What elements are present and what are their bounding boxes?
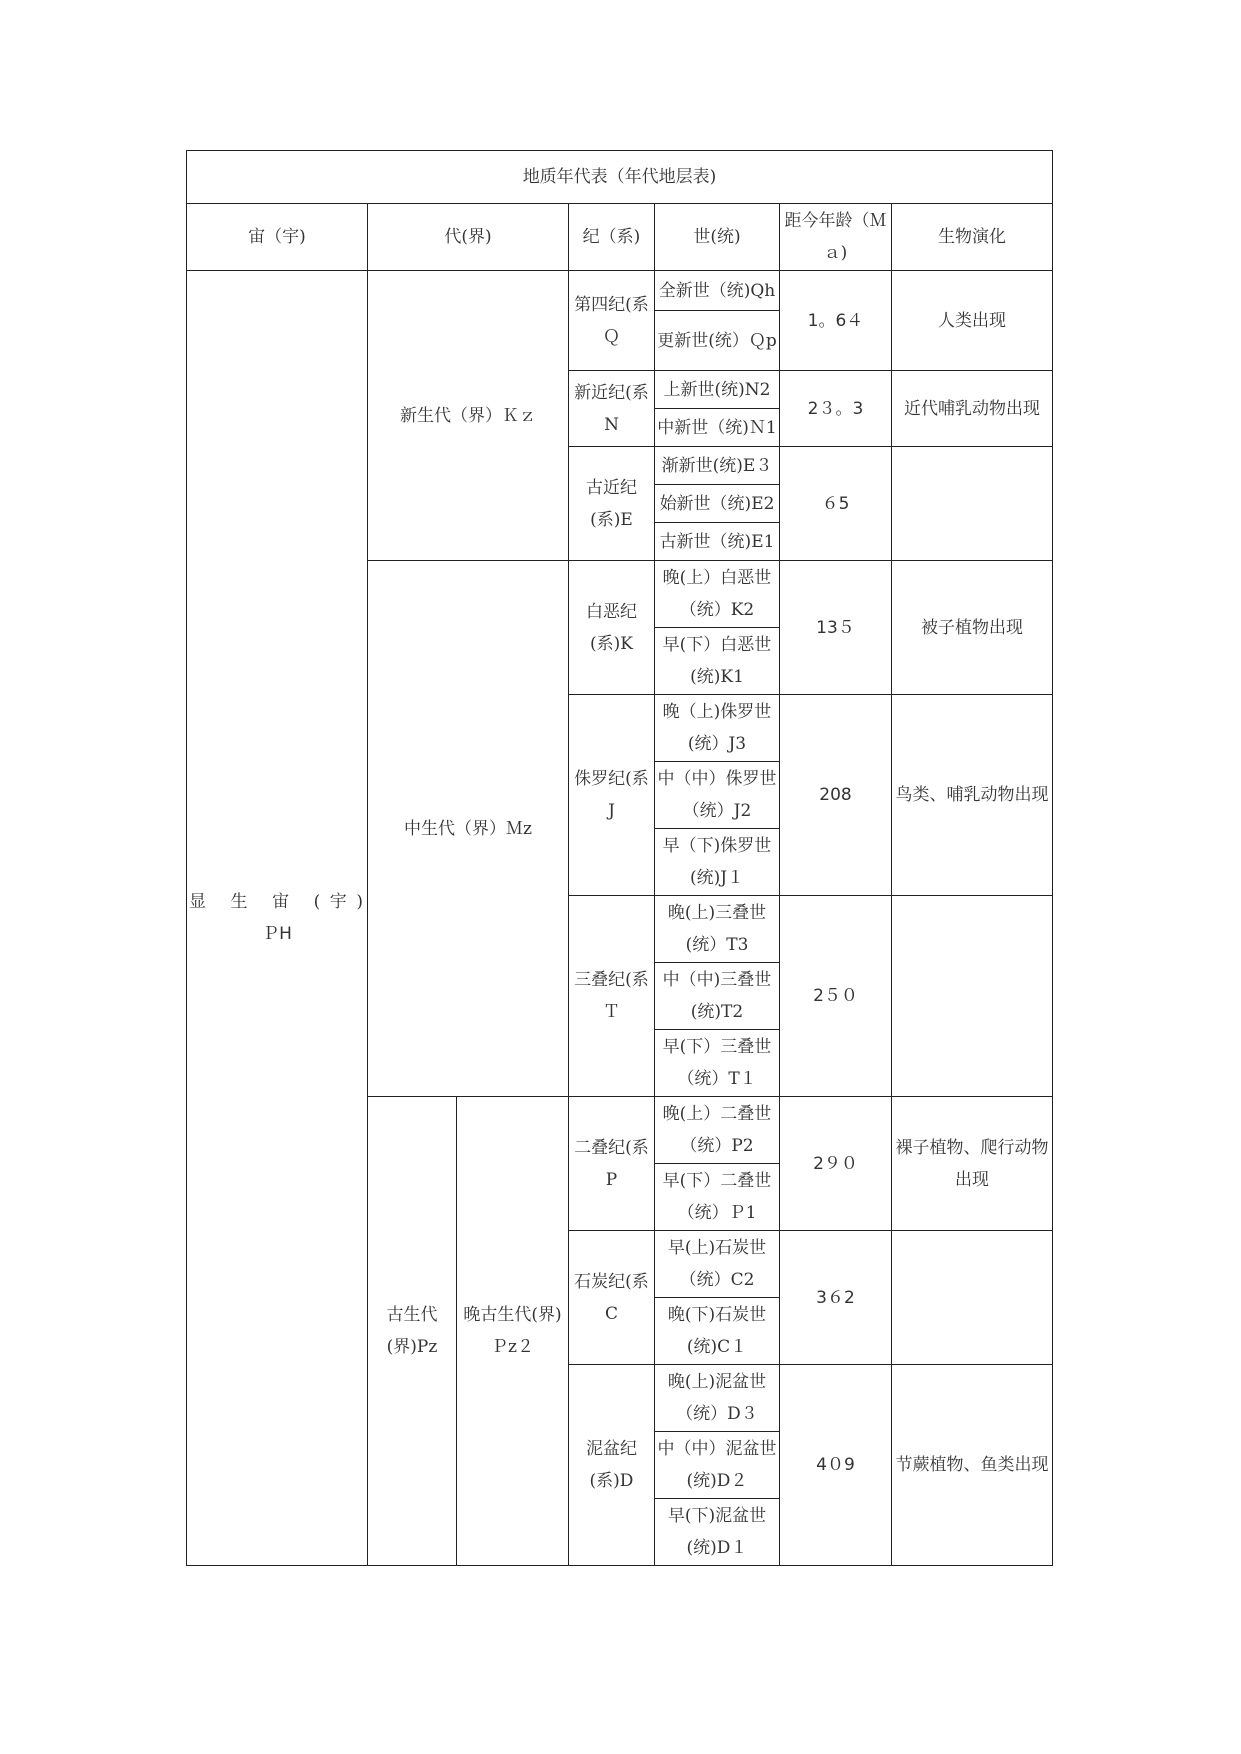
geologic-time-table	[186, 150, 1053, 1566]
epoch-cell: 始新世（统)E2	[655, 485, 780, 523]
period-cell: 二叠纪(系P	[569, 1097, 655, 1231]
era-mesozoic: 中生代（界）Ｍz	[368, 561, 569, 1097]
age-cell: 3６2	[780, 1231, 892, 1365]
epoch-cell: 全新世（统)Qh	[655, 271, 780, 311]
evolution-cell: 鸟类、哺乳动物出现	[892, 695, 1053, 896]
period-cell: 新近纪(系N	[569, 371, 655, 447]
evolution-cell: 人类出现	[892, 271, 1053, 371]
epoch-cell: 中（中)三叠世(统)T2	[655, 963, 780, 1030]
epoch-cell: 早(下）二叠世（统）Ｐ1	[655, 1164, 780, 1231]
age-cell: 4０9	[780, 1365, 892, 1566]
evolution-cell: 近代哺乳动物出现	[892, 371, 1053, 447]
period-cell: 第四纪(系Ｑ	[569, 271, 655, 371]
evolution-cell	[892, 896, 1053, 1097]
header-evolution: 生物演化	[892, 204, 1053, 271]
age-cell: 2３。3	[780, 371, 892, 447]
epoch-cell: 中（中）泥盆世(统)D２	[655, 1432, 780, 1499]
eon-cell	[187, 271, 368, 1566]
age-cell: 2９０	[780, 1097, 892, 1231]
epoch-cell: 早(下）三叠世（统）T１	[655, 1030, 780, 1097]
epoch-cell: 早(下)泥盆世(统)D１	[655, 1499, 780, 1566]
header-period: 纪（系)	[569, 204, 655, 271]
header-age: 距今年龄（Ｍａ)	[780, 204, 892, 271]
epoch-cell: 晚（上)侏罗世(统）J3	[655, 695, 780, 762]
age-cell: 208	[780, 695, 892, 896]
epoch-cell: 晚(上）白恶世（统）K2	[655, 561, 780, 628]
era-cenozoic: 新生代（界）Ｋｚ	[368, 271, 569, 561]
era-late-paleozoic: 晚古生代(界)Ｐz２	[457, 1097, 569, 1566]
epoch-cell: 中新世（统)Ｎ1	[655, 409, 780, 447]
evolution-cell: 被子植物出现	[892, 561, 1053, 695]
epoch-cell: 古新世（统)E1	[655, 523, 780, 561]
epoch-cell: 晚(上)泥盆世（统）D３	[655, 1365, 780, 1432]
period-cell: 石炭纪(系C	[569, 1231, 655, 1365]
header-era: 代(界)	[368, 204, 569, 271]
period-cell: 泥盆纪(系)D	[569, 1365, 655, 1566]
period-cell: 侏罗纪(系J	[569, 695, 655, 896]
evolution-cell: 节蕨植物、鱼类出现	[892, 1365, 1053, 1566]
epoch-cell: 早(上)石炭世（统）C2	[655, 1231, 780, 1298]
epoch-cell: 晚(上)三叠世(统）T3	[655, 896, 780, 963]
evolution-cell	[892, 1231, 1053, 1365]
header-eon: 宙（宇)	[187, 204, 368, 271]
eon-label: 显 生 宙 (宇)	[189, 892, 363, 912]
epoch-cell: 中（中）侏罗世（统）J2	[655, 762, 780, 829]
epoch-cell: 渐新世(统)E３	[655, 447, 780, 485]
age-cell: 13５	[780, 561, 892, 695]
age-cell: 1。6４	[780, 271, 892, 371]
era-paleozoic: 古生代(界)Pz	[368, 1097, 457, 1566]
evolution-cell	[892, 447, 1053, 561]
epoch-cell: 上新世(统)N2	[655, 371, 780, 409]
table-row	[187, 271, 1053, 311]
table-title: 地质年代表（年代地层表)	[187, 151, 1053, 204]
epoch-cell: 更新世(统）Ｑp	[655, 311, 780, 371]
period-cell: 三叠纪(系Ｔ	[569, 896, 655, 1097]
evolution-cell: 裸子植物、爬行动物出现	[892, 1097, 1053, 1231]
period-cell: 白恶纪(系)K	[569, 561, 655, 695]
age-cell: 2５０	[780, 896, 892, 1097]
epoch-cell: 早(下）白恶世(统)K1	[655, 628, 780, 695]
epoch-cell: 晚(上）二叠世（统）P2	[655, 1097, 780, 1164]
epoch-cell: 早（下)侏罗世(统)J１	[655, 829, 780, 896]
epoch-cell: 晚(下)石炭世(统)C１	[655, 1298, 780, 1365]
period-cell: 古近纪(系)E	[569, 447, 655, 561]
header-epoch: 世(统)	[655, 204, 780, 271]
age-cell: ６5	[780, 447, 892, 561]
eon-code: ＰH	[262, 924, 292, 944]
